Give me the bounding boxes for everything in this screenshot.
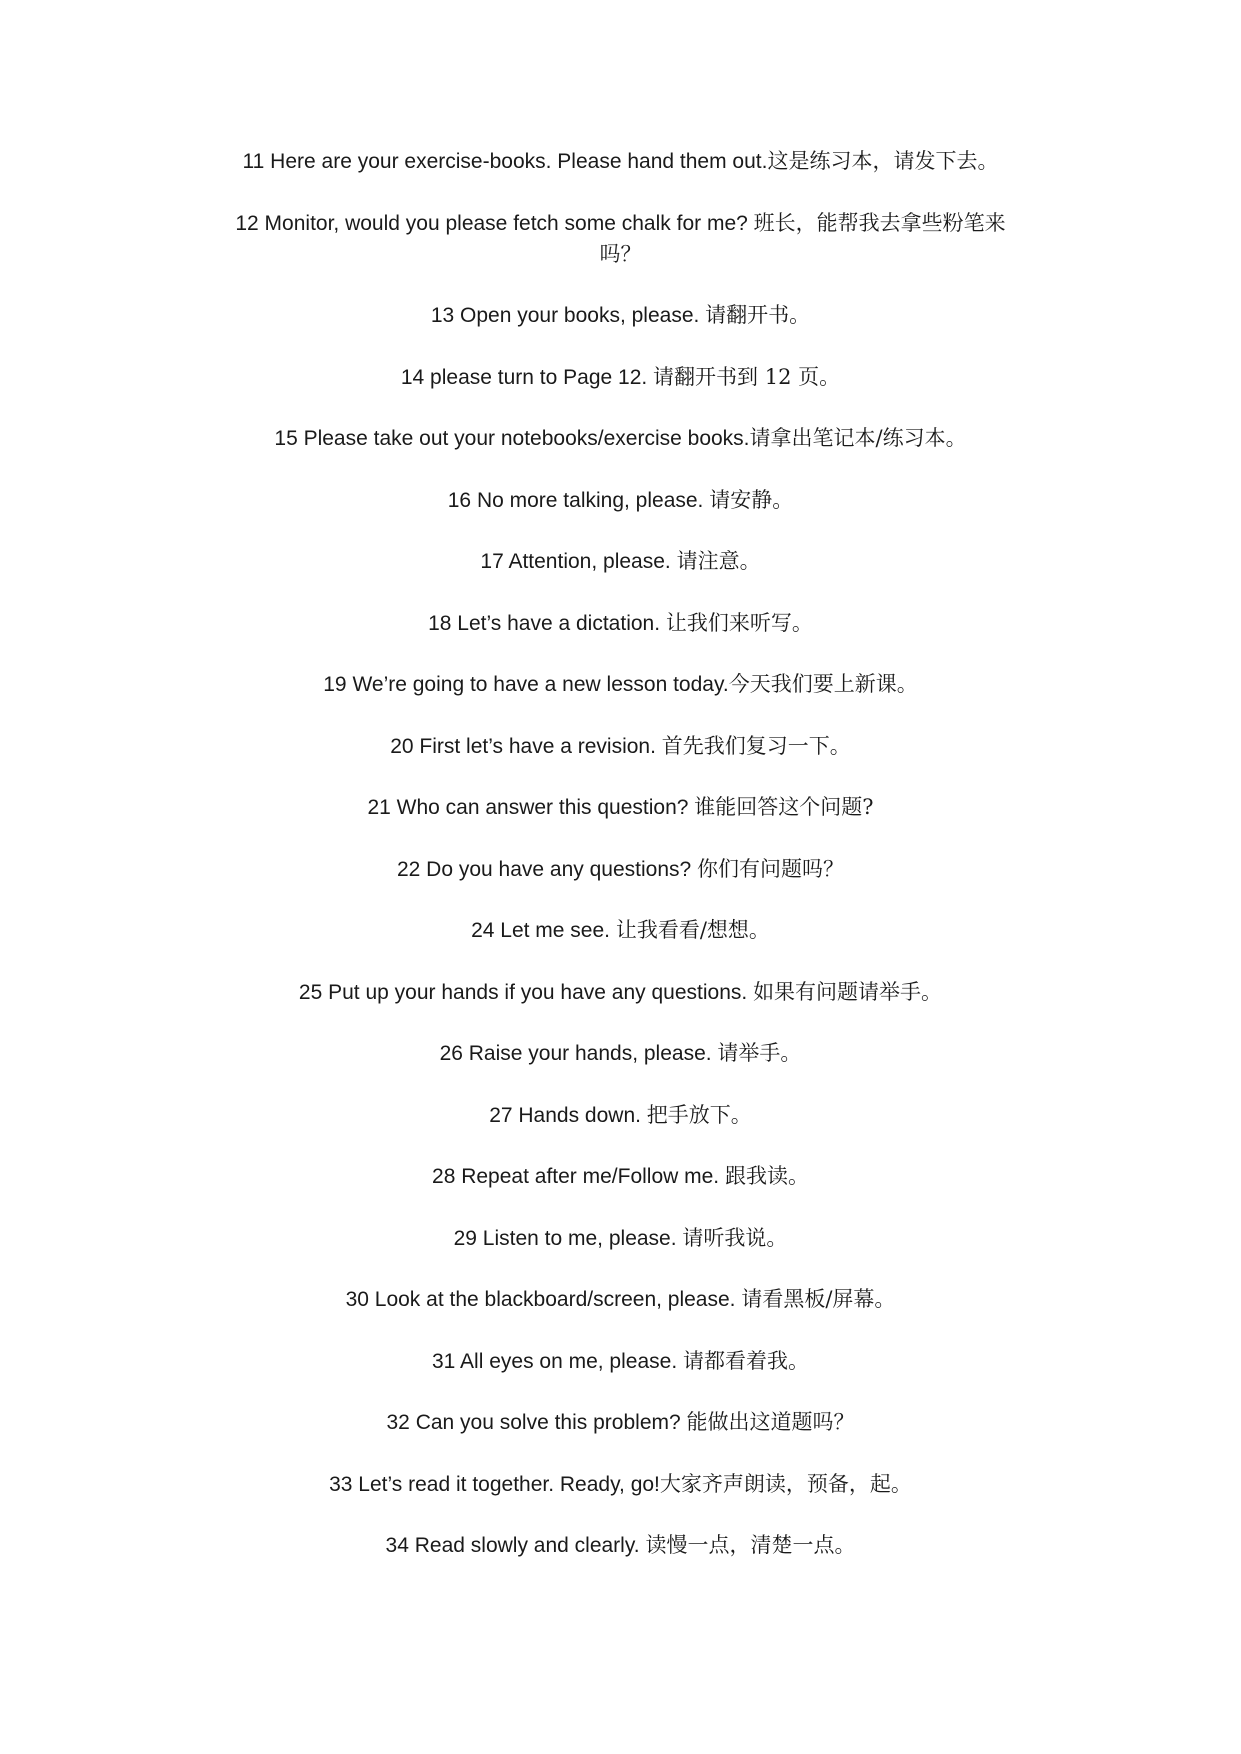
english-text: 17 Attention, please. [480,550,677,573]
phrase-line [0,546,1241,608]
english-text: 19 We’re going to have a new lesson today. [323,673,729,696]
chinese-text: 请看黑板/屏幕。 [741,1287,896,1311]
english-text: 11 Here are your exercise-books. Please hand them out. [242,150,768,173]
english-text: 30 Look at the blackboard/screen, please. [345,1288,742,1311]
phrase-line [0,1223,1241,1285]
english-text: 22 Do you have any questions? [396,857,698,881]
phrase-line [0,977,1241,1039]
chinese-text: 请注意。 [676,549,761,573]
english-text: 15 Please take out your notebooks/exercise books. [274,427,750,450]
chinese-text: 班长，能帮我去拿些粉笔来吗？ [599,210,1006,266]
phrase-line [0,208,1241,301]
chinese-text: 跟我读。 [724,1164,809,1188]
chinese-text: 请都看着我。 [683,1348,809,1373]
english-text: 25 Put up your hands if you have any questions. [298,980,754,1004]
english-text: 33 Let’s read it together. Ready, go! [329,1472,660,1496]
chinese-text: 请举手。 [717,1041,802,1065]
phrase-line [0,1161,1241,1223]
chinese-text: 请安静。 [709,487,794,512]
phrase-line [0,854,1241,916]
chinese-text: 请翻开书。 [705,303,811,327]
chinese-text: 请拿出笔记本/练习本。 [749,426,967,450]
english-text: 13 Open your books, please. [430,304,706,327]
chinese-text: 能做出这道题吗？ [686,1410,855,1434]
english-text: 26 Raise your hands, please. [439,1042,718,1065]
english-text: 20 First let’s have a revision. [390,734,662,758]
english-text: 32 Can you solve this problem? [386,1411,687,1434]
chinese-text: 请听我说。 [682,1225,788,1250]
english-text: 34 Read slowly and clearly. [385,1534,646,1557]
phrase-line [0,1038,1241,1100]
phrase-line [0,608,1241,670]
chinese-text: 你们有问题吗？ [697,856,845,881]
chinese-text: 让我们来听写。 [665,610,813,635]
english-text: 16 No more talking, please. [447,488,710,512]
phrase-line [0,792,1241,854]
chinese-text: 请翻开书到 12 页。 [653,364,841,389]
chinese-text: 首先我们复习一下。 [661,733,851,758]
phrase-line [0,1407,1241,1469]
phrase-line [0,362,1241,424]
phrase-line [0,1284,1241,1346]
classroom-phrase-list [0,146,1241,1592]
phrase-line [0,1469,1241,1531]
english-text: 31 All eyes on me, please. [432,1349,683,1373]
phrase-line [0,485,1241,547]
phrase-line [0,1346,1241,1408]
english-text: 24 Let me see. [471,919,616,942]
chinese-text: 大家齐声朗读，预备，起。 [659,1471,912,1496]
chinese-text: 让我看看/想想。 [615,918,770,942]
english-text: 18 Let’s have a dictation. [428,611,666,635]
phrase-line [0,731,1241,793]
phrase-line [0,1530,1241,1592]
chinese-text: 谁能回答这个问题? [694,795,874,819]
chinese-text: 读慢一点，清楚一点。 [645,1533,856,1557]
chinese-text: 今天我们要上新课。 [728,672,918,696]
phrase-line [0,1100,1241,1162]
english-text: 14 please turn to Page 12. [400,365,654,389]
english-text: 21 Who can answer this question? [367,796,695,819]
chinese-text: 这是练习本，请发下去。 [767,149,999,173]
chinese-text: 如果有问题请举手。 [753,979,943,1004]
phrase-line [0,146,1241,208]
english-text: 29 Listen to me, please. [453,1226,683,1250]
phrase-line [0,423,1241,485]
english-text: 28 Repeat after me/Follow me. [432,1165,725,1188]
chinese-text: 把手放下。 [646,1102,752,1127]
english-text: 27 Hands down. [489,1103,647,1127]
phrase-line [0,915,1241,977]
phrase-line [0,300,1241,362]
english-text: 12 Monitor, would you please fetch some chalk for me? [235,211,754,235]
phrase-line [0,669,1241,731]
